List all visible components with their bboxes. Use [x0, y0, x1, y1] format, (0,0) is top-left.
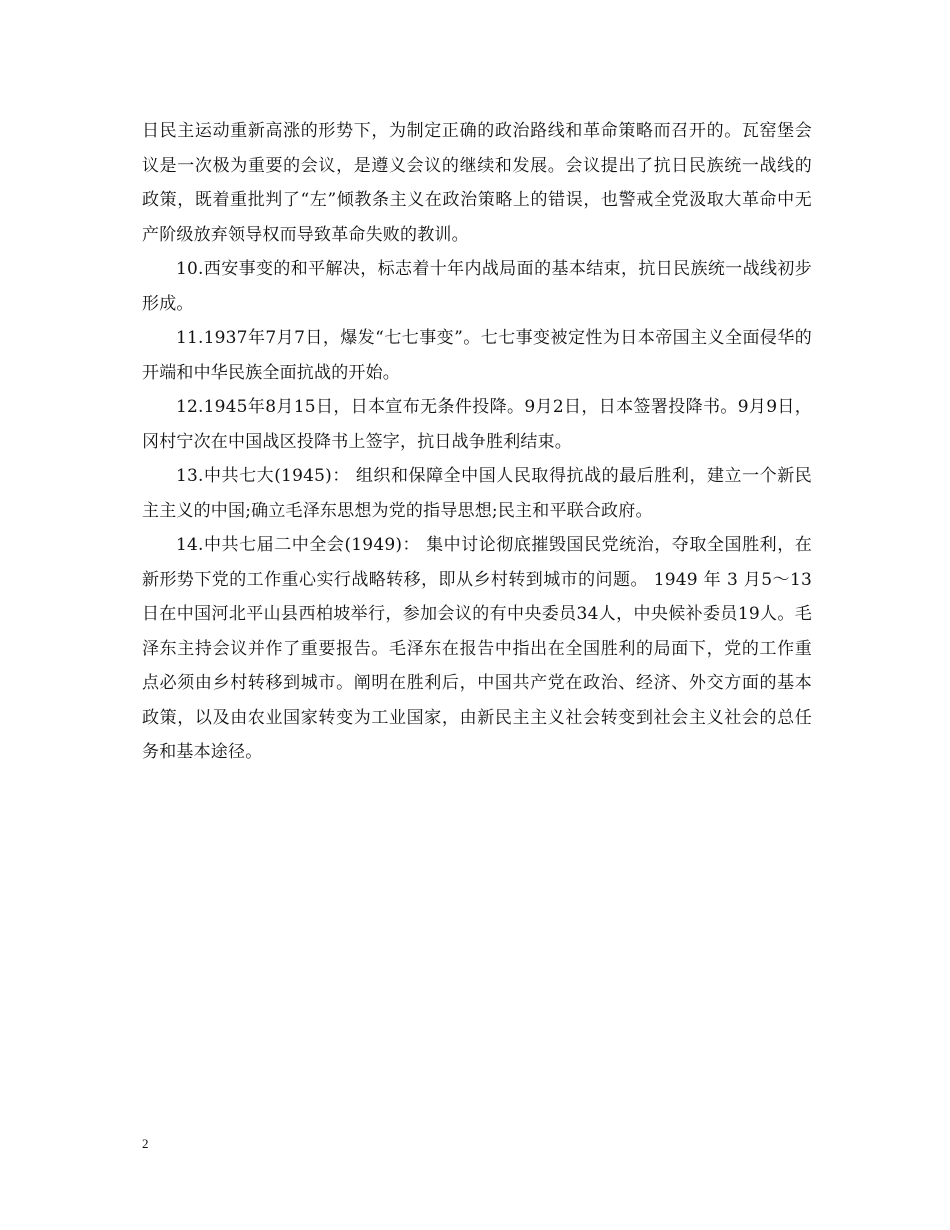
paragraph-item-10: 10.西安事变的和平解决，标志着十年内战局面的基本结束，抗日民族统一战线初步形成。	[142, 259, 812, 314]
document-body	[142, 114, 812, 770]
paragraph-item-13: 13.中共七大(1945)： 组织和保障全中国人民取得抗战的最后胜利，建立一个新民主主义的中国;确立毛泽东思想为党的指导思想;民主和平联合政府。	[142, 466, 812, 521]
paragraph-item-12: 12.1945年8月15日，日本宣布无条件投降。9月2日，日本签署投降书。9月9日，冈村宁次在中国战区投降书上签字，抗日战争胜利结束。	[142, 397, 812, 452]
paragraph-wayaobao-continuation: 日民主运动重新高涨的形势下，为制定正确的政治路线和革命策略而召开的。瓦窑堡会议是一次极为重要的会议，是遵义会议的继续和发展。会议提出了抗日民族统一战线的政策，既着重批判了“左”倾教条主义在政治策略上的错误，也警戒全党汲取大革命中无产阶级放弃领导权而导致革命失败的教训。	[142, 121, 812, 245]
paragraph-item-11: 11.1937年7月7日，爆发“七七事变”。七七事变被定性为日本帝国主义全面侵华的开端和中华民族全面抗战的开始。	[142, 328, 812, 383]
paragraph-item-14: 14.中共七届二中全会(1949)： 集中讨论彻底摧毁国民党统治，夺取全国胜利，在新形势下党的工作重心实行战略转移，即从乡村转到城市的问题。 1949 年 3 月5～13日在中国河北平山县西柏坡举行，参加会议的有中央委员34人，中央候补委员19人。毛泽东主持会议并作了重要报告。毛泽东在报告中指出在全国胜利的局面下，党的工作重点必须由乡村转移到城市。阐明在胜利后，中国共产党在政治、经济、外交方面的基本政策，以及由农业国家转变为工业国家，由新民主主义社会转变到社会主义社会的总任务和基本途径。	[142, 535, 812, 762]
page-number: 2	[142, 1136, 149, 1151]
